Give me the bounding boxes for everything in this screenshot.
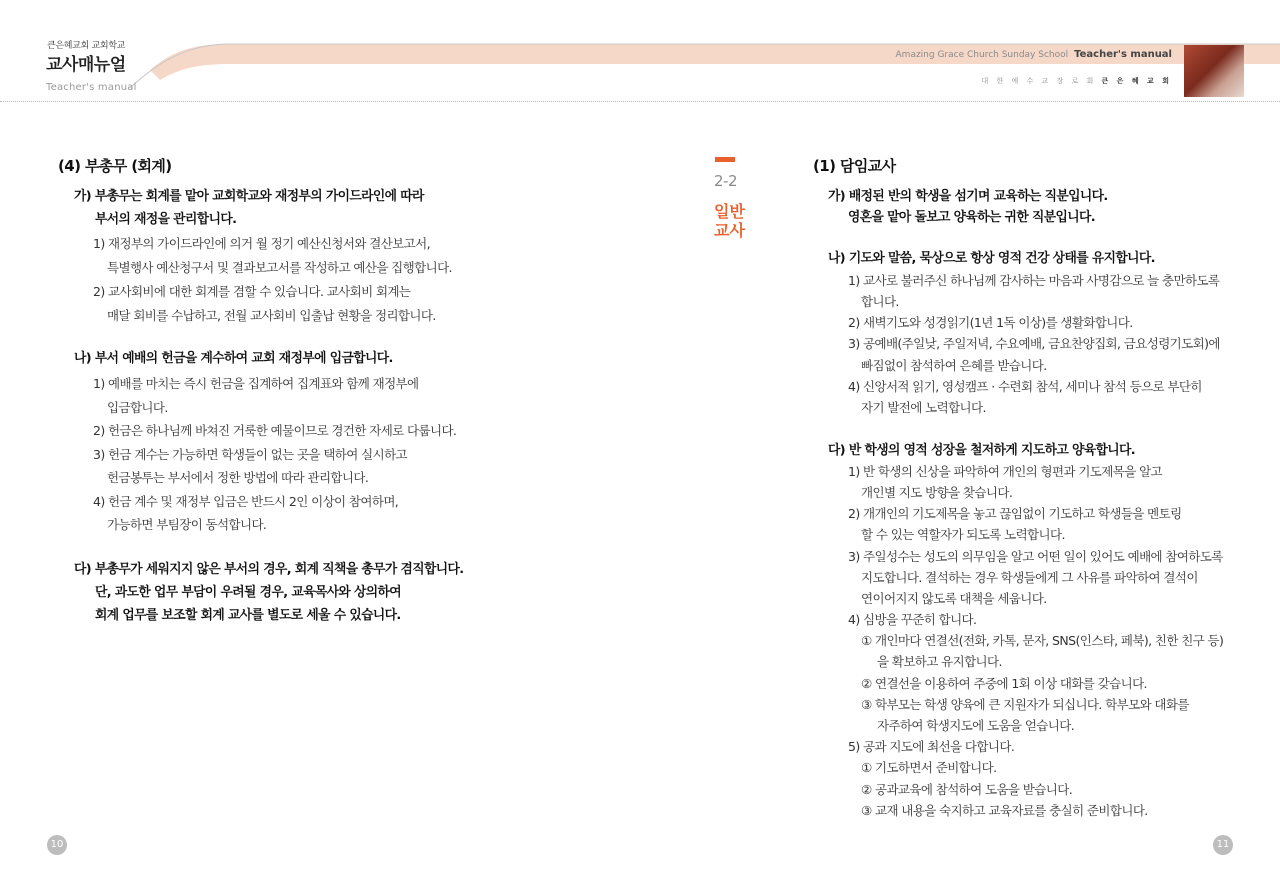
left-section-title: (4) 부총무 (회계) — [58, 157, 172, 175]
left-line: 가) 부총무는 회계를 맡아 교회학교와 재정부의 가이드라인에 따라 — [74, 189, 424, 204]
right-line: ① 기도하면서 준비합니다. — [861, 760, 997, 775]
right-line: 3) 공예배(주일낮, 주일저녁, 수요예배, 금요찬양집회, 금요성령기도회)에 — [848, 336, 1220, 351]
right-line: 다) 반 학생의 영적 성장을 철저하게 지도하고 양육합니다. — [828, 443, 1136, 458]
left-line: 나) 부서 예배의 헌금을 계수하여 교회 재정부에 입금합니다. — [74, 351, 393, 366]
left-line: 2) 교사회비에 대한 회계를 겸할 수 있습니다. 교사회비 회계는 — [93, 284, 411, 299]
left-line: 가능하면 부팀장이 동석합니다. — [107, 517, 267, 532]
right-line: 4) 심방을 꾸준히 합니다. — [848, 612, 977, 627]
right-line: ③ 학부모는 학생 양육에 큰 지원자가 되십니다. 학부모와 대화를 — [861, 697, 1189, 712]
left-line: 입금합니다. — [107, 400, 168, 415]
right-line: ① 개인마다 연결선(전화, 카톡, 문자, SNS(인스타, 페북), 친한 친구 등) — [861, 633, 1224, 648]
right-line: 1) 반 학생의 신상을 파악하여 개인의 형편과 기도제목을 알고 — [848, 464, 1163, 479]
chapter-number: 2-2 — [714, 172, 737, 190]
right-line: 3) 주일성수는 성도의 의무임을 알고 어떤 일이 있어도 예배에 참여하도록 — [848, 549, 1223, 564]
right-line: 합니다. — [861, 294, 899, 309]
church-name: 큰 은 혜 교 회 — [1101, 77, 1172, 85]
brand-english: Teacher's manual — [46, 82, 137, 93]
left-line: 1) 재정부의 가이드라인에 의거 월 정기 예산신청서와 결산보고서, — [93, 236, 430, 251]
right-line: 나) 기도와 말씀, 묵상으로 항상 영적 건강 상태를 유지합니다. — [828, 251, 1155, 266]
right-line: 개인별 지도 방향을 찾습니다. — [861, 485, 1013, 500]
right-line: ② 공과교육에 참석하여 도움을 받습니다. — [861, 782, 1073, 797]
brand-title: 교사매뉴얼 — [46, 55, 126, 75]
manual-label: Teacher's manual — [1074, 49, 1172, 60]
right-line: 을 확보하고 유지합니다. — [877, 654, 1002, 669]
left-line: 특별행사 예산청구서 및 결과보고서를 작성하고 예산을 집행합니다. — [107, 260, 452, 275]
brand-subtitle: 큰은혜교회 교회학교 — [47, 41, 126, 51]
header-denomination — [982, 76, 1172, 86]
right-line: 할 수 있는 역할자가 되도록 노력합니다. — [861, 527, 1065, 542]
denomination-text: 대 한 예 수 교 장 로 회 — [981, 77, 1097, 85]
page-number-right: 11 — [1213, 835, 1233, 855]
right-line: 2) 개개인의 기도제목을 놓고 끊임없이 기도하고 학생들을 멘토링 — [848, 506, 1182, 521]
right-line: 5) 공과 지도에 최선을 다합니다. — [848, 739, 1015, 754]
school-name-text: Amazing Grace Church Sunday School — [895, 50, 1069, 60]
left-line: 1) 예배를 마치는 즉시 헌금을 집계하여 집계표와 함께 재정부에 — [93, 376, 419, 391]
chapter-label: 일반 교사 — [714, 202, 745, 240]
left-line: 2) 헌금은 하나님께 바쳐진 거룩한 예물이므로 경건한 자세로 다룹니다. — [93, 423, 457, 438]
left-line: 헌금봉투는 부서에서 정한 방법에 따라 관리합니다. — [107, 470, 369, 485]
right-line: 자기 발전에 노력합니다. — [861, 400, 986, 415]
praying-hands-photo — [1184, 45, 1244, 97]
right-line: 영혼을 맡아 돌보고 양육하는 귀한 직분입니다. — [848, 210, 1096, 225]
right-line: ② 연결선을 이용하여 주중에 1회 이상 대화를 갖습니다. — [861, 676, 1147, 691]
header-school-name — [896, 49, 1172, 60]
left-line: 4) 헌금 계수 및 재정부 입금은 반드시 2인 이상이 참여하며, — [93, 494, 399, 509]
right-line: 4) 신앙서적 읽기, 영성캠프 · 수련회 참석, 세미나 참석 등으로 부단히 — [848, 379, 1202, 394]
left-line: 회계 업무를 보조할 회계 교사를 별도로 세울 수 있습니다. — [95, 608, 401, 623]
left-line: 다) 부총무가 세워지지 않은 부서의 경우, 회계 직책을 총무가 겸직합니다. — [74, 562, 464, 577]
right-line: 2) 새벽기도와 성경읽기(1년 1독 이상)를 생활화합니다. — [848, 315, 1133, 330]
right-line: 1) 교사로 불러주신 하나님께 감사하는 마음과 사명감으로 늘 충만하도록 — [848, 273, 1220, 288]
right-line: 연이어지지 않도록 대책을 세웁니다. — [861, 591, 1047, 606]
right-line: 가) 배정된 반의 학생을 섬기며 교육하는 직분입니다. — [828, 189, 1108, 204]
left-line: 부서의 재정을 관리합니다. — [95, 212, 237, 227]
right-line: ③ 교재 내용을 숙지하고 교육자료를 충실히 준비합니다. — [861, 803, 1148, 818]
right-line: 빠짐없이 참석하여 은혜를 받습니다. — [861, 358, 1047, 373]
left-line: 단, 과도한 업무 부담이 우려될 경우, 교육목사와 상의하여 — [95, 585, 402, 600]
right-line: 자주하여 학생지도에 도움을 얻습니다. — [877, 718, 1075, 733]
right-section-title: (1) 담임교사 — [813, 157, 896, 175]
page-number-left: 10 — [47, 835, 67, 855]
header-divider — [0, 101, 1280, 102]
left-line: 매달 회비를 수납하고, 전월 교사회비 입출납 현황을 정리합니다. — [107, 308, 436, 323]
left-line: 3) 헌금 계수는 가능하면 학생들이 없는 곳을 택하여 실시하고 — [93, 447, 408, 462]
right-line: 지도합니다. 결석하는 경우 학생들에게 그 사유를 파악하여 결석이 — [861, 570, 1198, 585]
chapter-accent-bar — [715, 157, 735, 162]
